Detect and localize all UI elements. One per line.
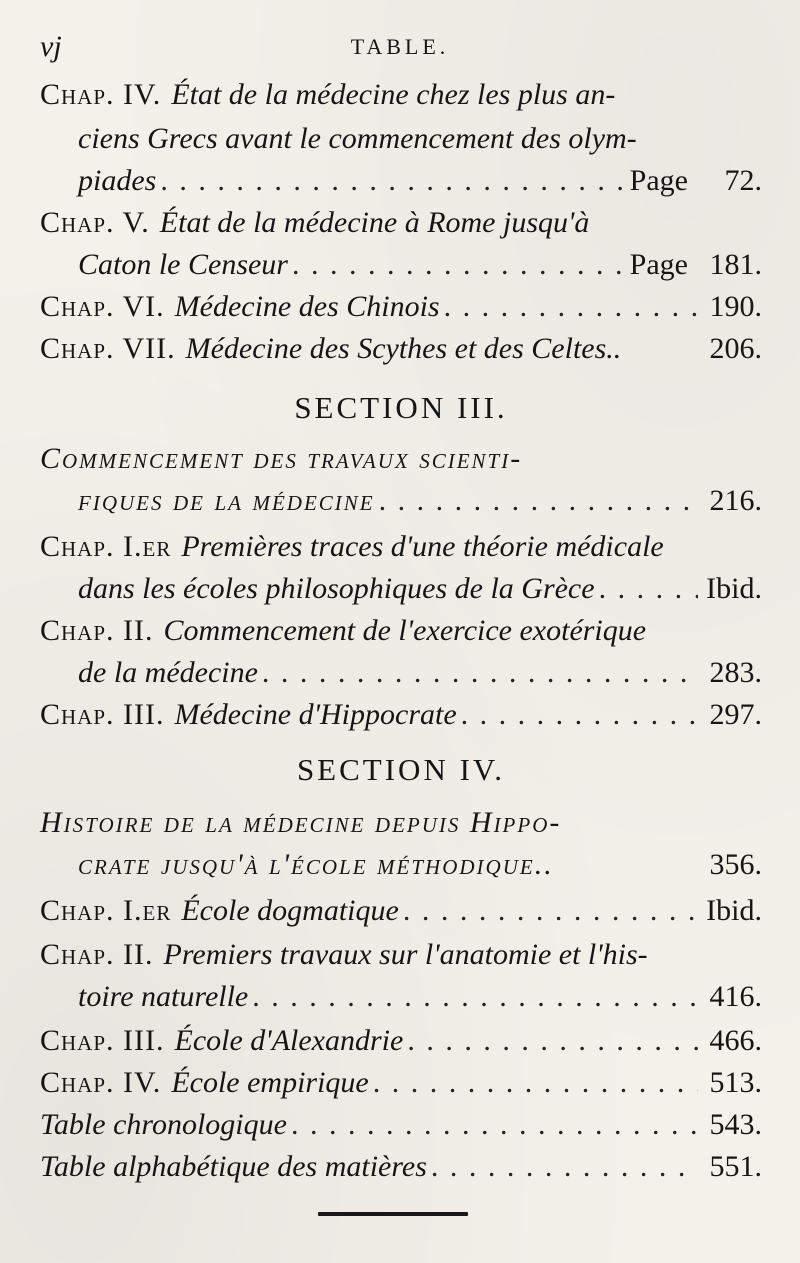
page-number: Ibid.: [706, 894, 762, 927]
page-number: 181.: [709, 248, 762, 281]
folio-number: vj: [40, 30, 62, 63]
toc-entry-chap-3: [40, 698, 762, 742]
leader-dots: [291, 1108, 698, 1142]
entry-title: toire naturelle: [78, 980, 249, 1013]
chapter-label: Chap. VI.: [40, 290, 165, 323]
toc-entry-continuation: [78, 656, 762, 700]
chapter-label: Chap. VII.: [40, 332, 176, 365]
toc-entry-chap-5: [40, 206, 762, 250]
page-number: 72.: [724, 164, 762, 197]
page-number: 356.: [709, 848, 762, 881]
page-header: [40, 22, 760, 70]
page-number: 190.: [709, 290, 762, 323]
page-number: 283.: [709, 656, 762, 689]
page-number: 543.: [709, 1108, 762, 1141]
page-number: 551.: [709, 1150, 762, 1183]
entry-title: État de la médecine chez les plus an-: [171, 78, 616, 111]
entry-title: École d'Alexandrie: [174, 1024, 404, 1057]
section-heading-text: Commencement des travaux scienti-: [40, 442, 523, 475]
leader-dots: [403, 894, 698, 928]
page-number: 206.: [709, 332, 762, 365]
toc-entry-chap-1: [40, 894, 762, 938]
entry-title: Table chronologique: [40, 1108, 287, 1141]
end-rule: [318, 1212, 468, 1216]
section-heading-text: crate jusqu'à l'école méthodique..: [78, 848, 554, 881]
chapter-label: Chap. V.: [40, 206, 150, 239]
leader-dots: [599, 572, 698, 606]
running-title: TABLE.: [350, 34, 450, 59]
toc-entry-chap-6: [40, 290, 762, 334]
page-label: Page: [629, 248, 688, 281]
entry-title: Médecine d'Hippocrate: [174, 698, 457, 731]
leader-dots: [160, 164, 625, 198]
page-number: 513.: [709, 1066, 762, 1099]
toc-entry-chap-2: [40, 938, 762, 982]
toc-entry-table-alphabetique: [40, 1150, 762, 1194]
toc-entry-continuation: [78, 980, 762, 1024]
toc-entry-chap-4: [40, 78, 762, 122]
leader-dots: [262, 656, 698, 690]
section-heading: [40, 806, 762, 850]
page-number: Ibid.: [706, 572, 762, 605]
toc-entry-chap-1: [40, 530, 762, 574]
entry-title: Médecine des Chinois: [174, 290, 440, 323]
leader-dots: [373, 1066, 698, 1100]
page-number: 416.: [709, 980, 762, 1013]
chapter-label: Chap. I.er: [40, 530, 172, 563]
entry-title: Premières traces d'une théorie médicale: [181, 530, 664, 563]
toc-entry-chap-3: [40, 1024, 762, 1068]
chapter-label: Chap. III.: [40, 1024, 165, 1057]
leader-dots: [252, 980, 698, 1014]
chapter-label: Chap. IV.: [40, 1066, 162, 1099]
leader-dots: [407, 1024, 698, 1058]
entry-title: Caton le Censeur: [78, 248, 288, 281]
chapter-label: Chap. IV.: [40, 78, 162, 111]
entry-title: ciens Grecs avant le commencement des olym-: [78, 122, 637, 155]
section-title: SECTION III.: [294, 390, 508, 425]
entry-title: École dogmatique: [181, 894, 399, 927]
entry-title: Premiers travaux sur l'anatomie et l'his-: [163, 938, 648, 971]
page-number: 466.: [709, 1024, 762, 1057]
section-heading-text: Histoire de la médecine depuis Hippo-: [40, 806, 562, 839]
leader-dots: [444, 290, 698, 324]
section-heading: [40, 442, 762, 486]
section-title: SECTION IV.: [296, 752, 506, 787]
entry-title: Commencement de l'exercice exotérique: [163, 614, 647, 647]
toc-entry-table-chronologique: [40, 1108, 762, 1152]
section-heading: [78, 848, 762, 892]
page-number: 297.: [709, 698, 762, 731]
entry-title: dans les écoles philosophiques de la Grèce: [78, 572, 595, 605]
toc-entry-chap-4: [40, 1066, 762, 1110]
section-heading-text: fiques de la médecine: [78, 484, 375, 517]
leader-dots: [379, 484, 698, 518]
section-heading: [78, 484, 762, 528]
chapter-label: Chap. II.: [40, 614, 154, 647]
chapter-label: Chap. II.: [40, 938, 154, 971]
toc-entry-continuation: [78, 164, 762, 208]
toc-entry-continuation: [78, 122, 762, 166]
entry-title: État de la médecine à Rome jusqu'à: [159, 206, 590, 239]
leader-dots: [292, 248, 626, 282]
leader-dots: [461, 698, 698, 732]
entry-title: piades: [78, 164, 157, 197]
toc-entry-continuation: [78, 248, 762, 292]
entry-title: École empirique: [171, 1066, 369, 1099]
chapter-label: Chap. III.: [40, 698, 165, 731]
entry-title: Table alphabétique des matières: [40, 1150, 427, 1183]
page-number: 216.: [709, 484, 762, 517]
chapter-label: Chap. I.er: [40, 894, 172, 927]
page-label: Page: [629, 164, 688, 197]
toc-entry-continuation: [78, 572, 762, 616]
toc-entry-chap-7: [40, 332, 762, 376]
leader-dots: [431, 1150, 698, 1184]
entry-title: de la médecine: [78, 656, 258, 689]
toc-entry-chap-2: [40, 614, 762, 658]
entry-title: Médecine des Scythes et des Celtes..: [185, 332, 622, 365]
